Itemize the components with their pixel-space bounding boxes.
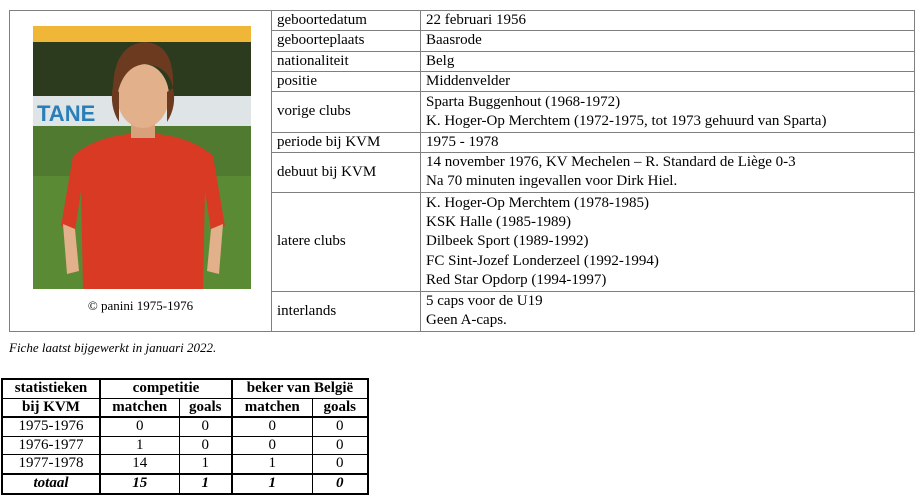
info-value-line: 22 februari 1956 — [426, 12, 526, 29]
info-value — [421, 132, 915, 152]
info-value-line: 5 caps voor de U19 — [426, 293, 543, 310]
stats-group-beker: beker van België — [232, 379, 368, 398]
stats-corner-line2: bij KVM — [2, 398, 100, 417]
stats-season: 1977-1978 — [2, 455, 100, 474]
stats-season: 1976-1977 — [2, 436, 100, 455]
info-value — [421, 31, 915, 51]
stats-cell: 0 — [100, 417, 179, 436]
stats-cell: 0 — [312, 436, 368, 455]
info-value-line: K. Hoger-Op Merchtem (1972-1975, tot 1973 gehuurd van Sparta) — [426, 112, 827, 129]
info-label: geboortedatum — [272, 11, 421, 31]
info-label: nationaliteit — [272, 51, 421, 71]
player-photo-image — [33, 26, 251, 289]
stats-total-cell: 1 — [179, 474, 232, 494]
info-value — [421, 11, 915, 31]
info-value-line: Geen A-caps. — [426, 312, 507, 329]
player-info-table — [9, 10, 915, 332]
stats-corner-line1: statistieken — [2, 379, 100, 398]
stats-cell: 14 — [100, 455, 179, 474]
info-label: geboorteplaats — [272, 31, 421, 51]
stats-total-cell: 15 — [100, 474, 179, 494]
stats-table — [1, 378, 369, 495]
stats-sub-header: goals — [179, 398, 232, 417]
info-label: vorige clubs — [272, 92, 421, 132]
info-label: periode bij KVM — [272, 132, 421, 152]
stats-season: 1975-1976 — [2, 417, 100, 436]
stats-total-cell: 0 — [312, 474, 368, 494]
info-value — [421, 291, 915, 331]
info-value-line: Middenvelder — [426, 73, 511, 90]
stats-cell: 1 — [179, 455, 232, 474]
info-value-line: Belg — [426, 52, 455, 69]
info-value-line: KSK Halle (1985-1989) — [426, 214, 571, 231]
info-label: interlands — [272, 291, 421, 331]
info-label: latere clubs — [272, 193, 421, 292]
photo-cell — [10, 11, 272, 332]
info-value-line: K. Hoger-Op Merchtem (1978-1985) — [426, 194, 649, 211]
stats-cell: 0 — [232, 436, 312, 455]
stats-total-label: totaal — [2, 474, 100, 494]
last-updated-note: Fiche laatst bijgewerkt in januari 2022. — [9, 340, 217, 355]
stats-cell: 1 — [232, 455, 312, 474]
stats-sub-header: matchen — [232, 398, 312, 417]
info-value — [421, 92, 915, 132]
stats-cell: 0 — [179, 436, 232, 455]
info-value — [421, 71, 915, 91]
stats-cell: 0 — [179, 417, 232, 436]
info-value — [421, 193, 915, 292]
stats-cell: 0 — [232, 417, 312, 436]
info-label: positie — [272, 71, 421, 91]
info-value-line: Sparta Buggenhout (1968-1972) — [426, 93, 621, 110]
info-value-line: 14 november 1976, KV Mechelen – R. Standard de Liège 0-3 — [426, 154, 796, 171]
banner-text: TANE — [37, 101, 96, 126]
info-value — [421, 51, 915, 71]
info-value-line: 1975 - 1978 — [426, 133, 499, 150]
info-value-line: Red Star Opdorp (1994-1997) — [426, 271, 607, 288]
info-value-line: FC Sint-Jozef Londerzeel (1992-1994) — [426, 252, 659, 269]
stats-sub-header: goals — [312, 398, 368, 417]
info-value-line: Baasrode — [426, 32, 482, 49]
info-value-line: Dilbeek Sport (1989-1992) — [426, 233, 589, 250]
info-value-line: Na 70 minuten ingevallen voor Dirk Hiel. — [426, 173, 678, 190]
info-label: debuut bij KVM — [272, 152, 421, 192]
stats-cell: 1 — [100, 436, 179, 455]
info-value — [421, 152, 915, 192]
stats-cell: 0 — [312, 455, 368, 474]
stats-group-competitie: competitie — [100, 379, 232, 398]
stats-cell: 0 — [312, 417, 368, 436]
stats-sub-header: matchen — [100, 398, 179, 417]
photo-caption: © panini 1975-1976 — [87, 298, 194, 313]
stats-total-cell: 1 — [232, 474, 312, 494]
player-photo — [33, 26, 251, 289]
